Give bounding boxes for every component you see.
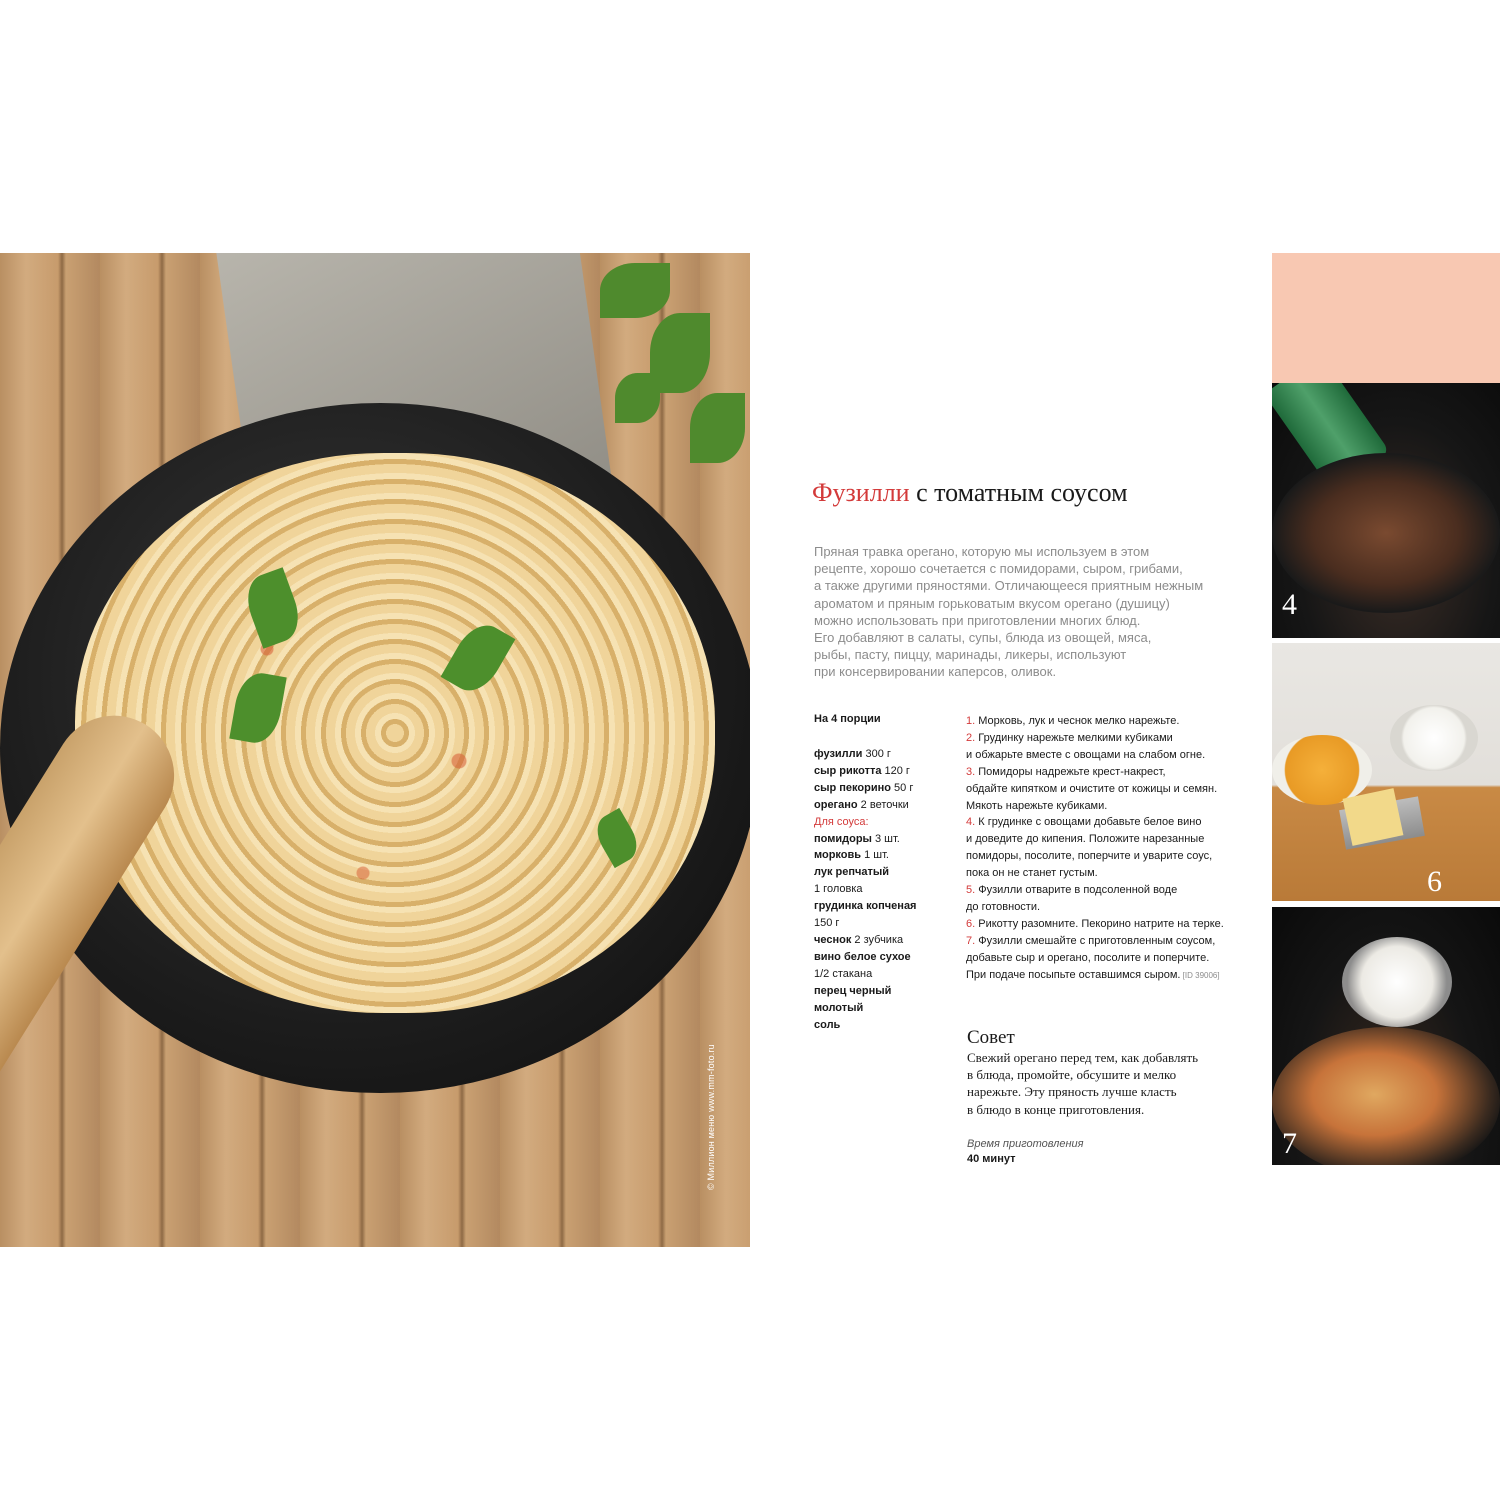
step-text: Мякоть нарежьте кубиками.	[966, 799, 1108, 812]
step-text: Рикотту разомните. Пекорино натрите на терке.	[975, 917, 1224, 930]
ingredients-list	[814, 746, 954, 1033]
step-text: и доведите до кипения. Положите нарезанные	[966, 833, 1205, 846]
step-line	[966, 764, 1266, 781]
step-line	[966, 713, 1266, 730]
intro-line: ароматом и пряным горьковатым вкусом орегано (душицу)	[814, 595, 1170, 611]
step-number: 7.	[966, 934, 976, 947]
ingredient-name: морковь	[814, 849, 862, 862]
step-text: помидоры, посолите, поперчите и уварите соус,	[966, 850, 1213, 863]
ingredient-item	[814, 966, 954, 983]
step-line	[966, 781, 1266, 798]
tip-title: Совет	[967, 1027, 1015, 1048]
step-line	[966, 747, 1266, 764]
ingredient-item	[814, 898, 954, 915]
ingredient-amount: 1 шт.	[861, 849, 889, 862]
step-text: Грудинку нарежьте мелкими кубиками	[975, 731, 1173, 744]
ingredient-name: помидоры	[814, 832, 872, 845]
pasta-dish	[75, 453, 715, 1013]
ingredient-amount: 2 зубчика	[851, 933, 904, 946]
step-text: Морковь, лук и чеснок мелко нарежьте.	[975, 715, 1180, 727]
ingredient-amount: 50 г	[890, 781, 914, 794]
ingredient-name: лук репчатый	[814, 866, 890, 879]
accent-block	[1272, 253, 1500, 383]
step-text: до готовности.	[966, 900, 1041, 913]
photo-credit: © Миллион меню www.mm-foto.ru	[706, 1044, 716, 1190]
step-text: и обжарьте вместе с овощами на слабом огне.	[966, 748, 1206, 761]
cooking-time-label: Время приготовления	[967, 1138, 1084, 1150]
ingredient-amount: 1/2 стакана	[814, 967, 873, 980]
intro-line: Пряная травка орегано, которую мы используем в этом	[814, 544, 1150, 559]
ingredient-name: орегано	[814, 798, 858, 811]
step-number: 3.	[966, 765, 976, 778]
ingredient-name: вино белое сухое	[814, 950, 911, 963]
servings: На 4 порции	[814, 713, 881, 725]
step-line	[966, 730, 1266, 747]
ingredient-amount: 3 шт.	[871, 832, 900, 845]
recipe-title	[812, 478, 1128, 508]
ingredient-item	[814, 949, 954, 966]
step-photo-4	[1272, 383, 1500, 638]
ingredient-name: фузилли	[814, 748, 863, 760]
step-number: 5.	[966, 884, 976, 897]
tip-text	[967, 1049, 1257, 1118]
ingredient-name: молотый	[814, 1001, 864, 1014]
pan-with-bacon	[1272, 453, 1500, 613]
step-line	[966, 865, 1266, 882]
step-line	[966, 848, 1266, 865]
step-number-7: 7	[1282, 1127, 1297, 1160]
step-text: При подаче посыпьте оставшимся сыром.	[966, 968, 1181, 981]
ingredient-amount: 300 г	[862, 748, 891, 760]
ingredient-name: сыр пекорино	[814, 781, 891, 794]
ingredient-name: грудинка копченая	[814, 900, 917, 913]
step-line	[966, 882, 1266, 899]
step-line	[966, 798, 1266, 815]
intro-line: а также другими пряностями. Отличающееся приятным нежным	[814, 578, 1204, 594]
step-text: Помидоры надрежьте крест-накрест,	[975, 765, 1166, 778]
step-number: 2.	[966, 731, 976, 744]
cooking-time-value: 40 минут	[967, 1153, 1016, 1165]
ingredient-item	[814, 780, 954, 797]
step-photo-6	[1272, 643, 1500, 901]
step-text: обдайте кипятком и очистите от кожицы и семян.	[966, 782, 1218, 795]
ingredient-item	[814, 983, 954, 1000]
step-text: пока он не станет густым.	[966, 867, 1098, 880]
ingredient-item	[814, 864, 954, 881]
ingredient-name: перец черный	[814, 984, 892, 997]
hero-photo	[0, 253, 750, 1247]
ingredient-item	[814, 915, 954, 932]
ingredient-item	[814, 797, 954, 814]
oregano-sprig	[600, 263, 670, 318]
tip-line: в блюда, промойте, обсушите и мелко	[967, 1067, 1177, 1083]
step-text: К грудинке с овощами добавьте белое вино	[975, 816, 1202, 829]
ingredient-name: чеснок	[814, 933, 852, 946]
tip-line: в блюдо в конце приготовления.	[967, 1101, 1145, 1117]
ingredient-item	[814, 1017, 954, 1034]
oregano-sprig	[690, 393, 745, 463]
step-line	[966, 831, 1266, 848]
step-line	[966, 967, 1266, 985]
step-number-6: 6	[1427, 865, 1442, 898]
title-rest: с томатным соусом	[909, 478, 1128, 507]
step-text: Фузилли смешайте с приготовленным соусом,	[975, 934, 1216, 947]
oregano-sprig	[615, 373, 660, 423]
ingredient-item	[814, 1000, 954, 1017]
intro-paragraph	[814, 543, 1254, 681]
intro-line: рыбы, пасту, пиццу, маринады, ликеры, используют	[814, 647, 1127, 663]
step-line	[966, 916, 1266, 933]
sauce-subheading-text: Для соуса:	[814, 815, 869, 828]
intro-line: Его добавляют в салаты, супы, блюда из овощей, мяса,	[814, 630, 1152, 646]
ingredient-item	[814, 847, 954, 864]
pan-with-pasta	[1272, 1027, 1500, 1165]
step-number: 6.	[966, 917, 976, 930]
ingredient-item	[814, 746, 954, 763]
sauce-subheading	[814, 814, 954, 831]
tip-line: нарежьте. Эту пряность лучше класть	[967, 1084, 1177, 1100]
step-number: 1.	[966, 715, 976, 727]
ingredient-name: соль	[814, 1018, 841, 1031]
step-number: 4.	[966, 816, 976, 829]
step-number-4: 4	[1282, 588, 1297, 621]
step-text: добавьте сыр и орегано, посолите и поперчите.	[966, 951, 1210, 964]
ingredient-item	[814, 763, 954, 780]
bowl-of-ricotta	[1390, 705, 1478, 771]
bowl-of-fusilli	[1272, 735, 1372, 805]
ingredient-amount: 150 г	[814, 917, 840, 930]
recipe-id: [ID 39006]	[1180, 970, 1220, 980]
ingredient-amount: 1 головка	[814, 883, 863, 896]
ingredient-item	[814, 932, 954, 949]
title-accent: Фузилли	[812, 478, 910, 507]
ingredient-item	[814, 831, 954, 848]
ingredient-amount: 120 г	[881, 764, 910, 777]
ingredient-amount: 2 веточки	[857, 798, 909, 811]
step-line	[966, 950, 1266, 967]
intro-line: при консервировании каперсов, оливок.	[814, 664, 1057, 680]
step-line	[966, 933, 1266, 950]
glass-bowl-ricotta	[1342, 937, 1452, 1027]
step-text: Фузилли отварите в подсоленной воде	[975, 884, 1178, 897]
intro-line: рецепте, хорошо сочетается с помидорами, сыром, грибами,	[814, 561, 1183, 577]
intro-line: можно использовать при приготовлении многих блюд.	[814, 612, 1141, 628]
ingredient-name: сыр рикотта	[814, 764, 882, 777]
ingredient-item	[814, 881, 954, 898]
step-line	[966, 814, 1266, 831]
tip-line: Свежий орегано перед тем, как добавлять	[967, 1050, 1199, 1065]
step-photo-7	[1272, 907, 1500, 1165]
step-line	[966, 899, 1266, 916]
steps-list	[966, 713, 1266, 985]
